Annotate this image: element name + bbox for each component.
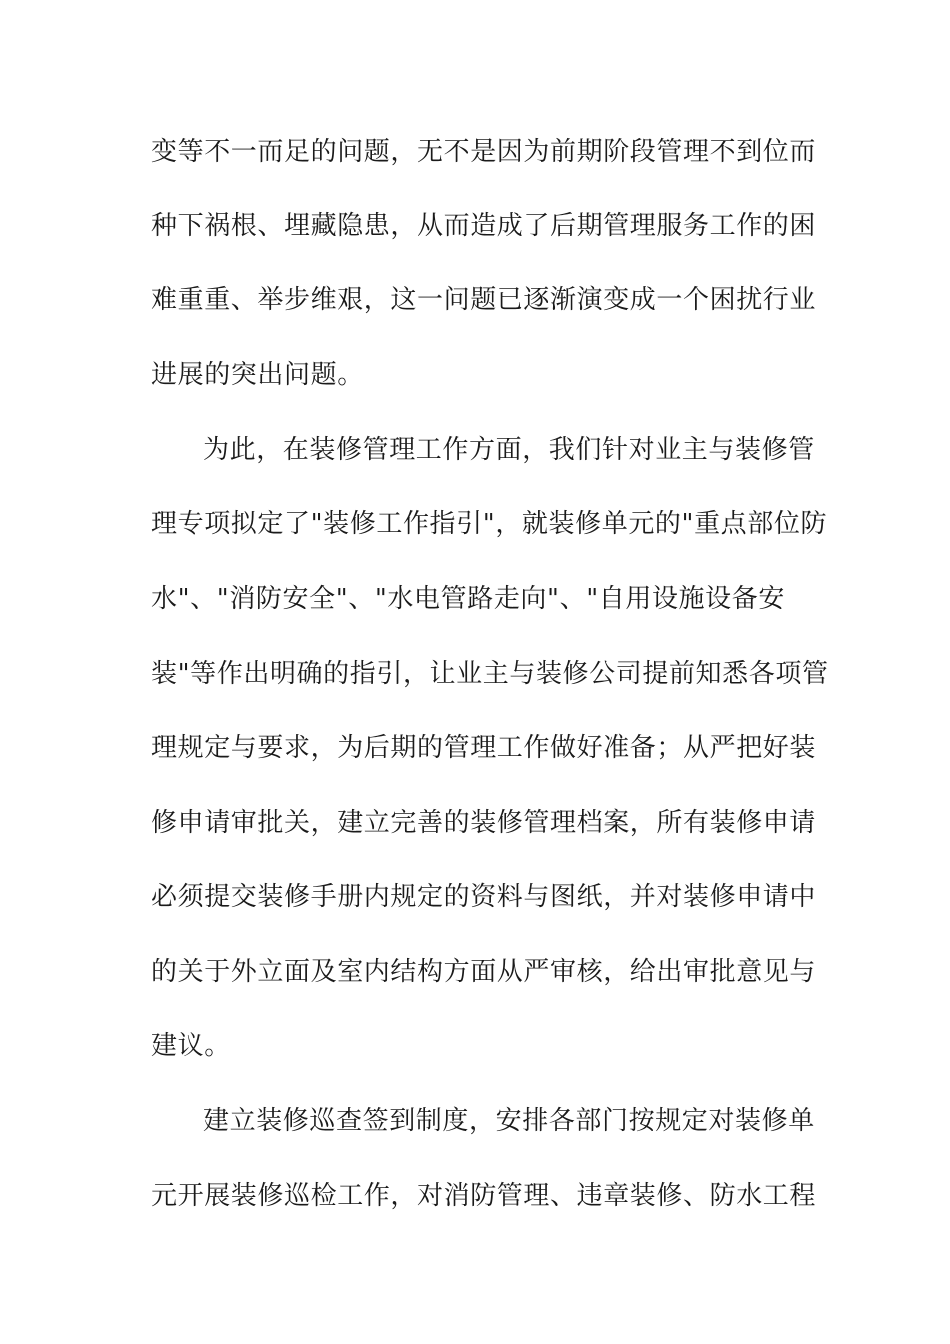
text-line: 装"等作出明确的指引，让业主与装修公司提前知悉各项管: [151, 659, 829, 689]
text-line: 元开展装修巡检工作，对消防管理、违章装修、防水工程: [151, 1181, 817, 1211]
text-line: 理专项拟定了"装修工作指引"，就装修单元的"重点部位防: [151, 509, 828, 539]
paragraph-first-line: 建立装修巡查签到制度，安排各部门按规定对装修单: [203, 1106, 815, 1136]
text-line: 必须提交装修手册内规定的资料与图纸，并对装修申请中: [151, 882, 817, 912]
text-line: 种下祸根、埋藏隐患，从而造成了后期管理服务工作的困: [151, 211, 817, 241]
text-line: 建议。: [151, 1031, 231, 1061]
text-line: 的关于外立面及室内结构方面从严审核，给出审批意见与: [151, 957, 817, 987]
text-line: 理规定与要求，为后期的管理工作做好准备；从严把好装: [151, 733, 817, 763]
text-line: 变等不一而足的问题，无不是因为前期阶段管理不到位而: [151, 137, 817, 167]
paragraph-first-line: 为此，在装修管理工作方面，我们针对业主与装修管: [203, 435, 815, 465]
text-line: 进展的突出问题。: [151, 360, 364, 390]
text-line: 水"、"消防安全"、"水电管路走向"、"自用设施设备安: [151, 584, 785, 614]
text-line: 修申请审批关，建立完善的装修管理档案，所有装修申请: [151, 808, 817, 838]
text-line: 难重重、举步维艰，这一问题已逐渐演变成一个困扰行业: [151, 285, 817, 315]
